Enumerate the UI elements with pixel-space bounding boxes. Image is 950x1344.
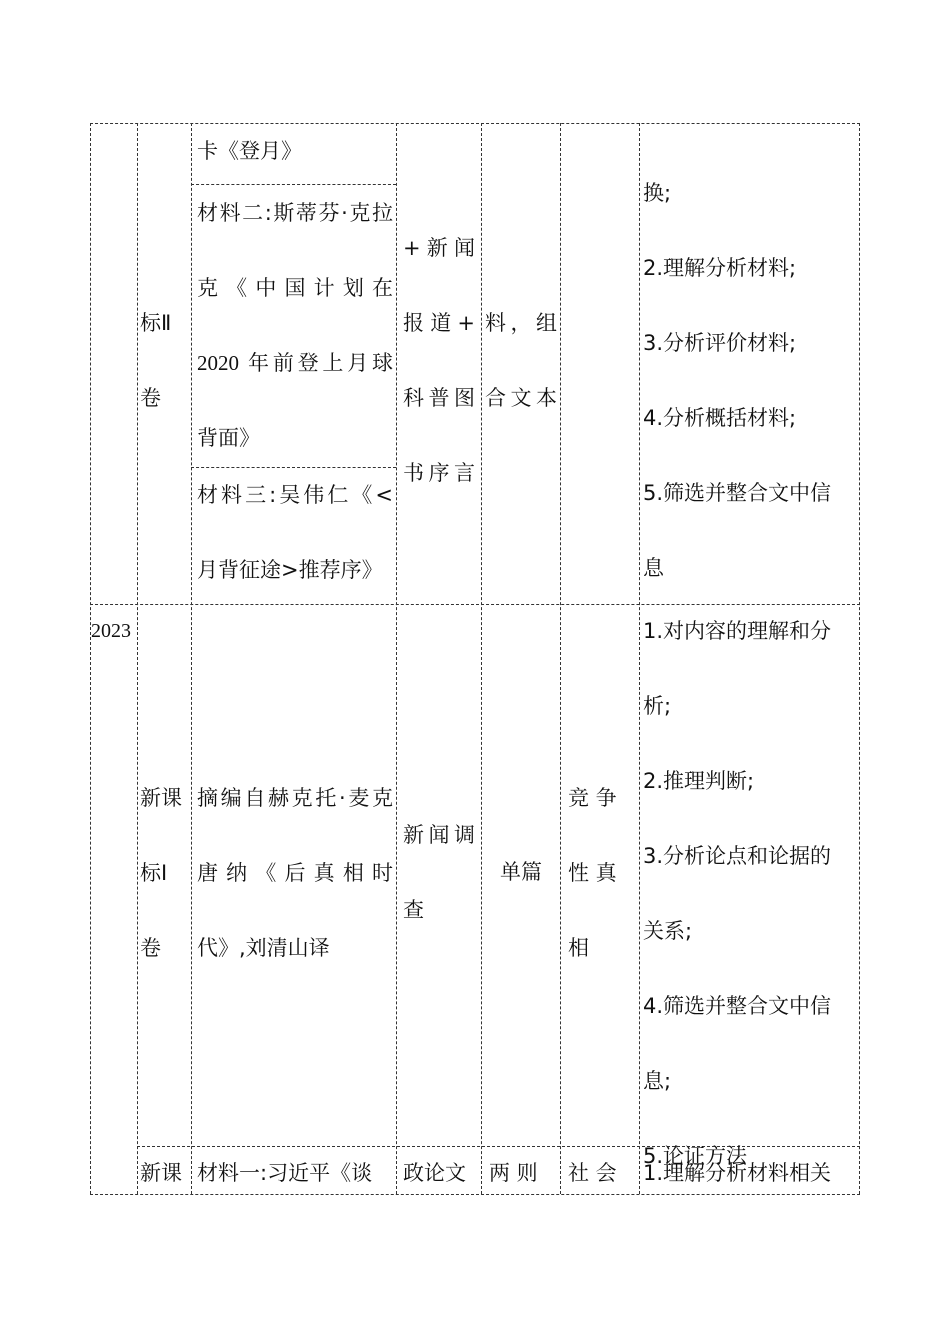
year-text: 2023 <box>91 620 131 642</box>
col-border-2 <box>191 123 192 1194</box>
skill-text: 5.筛选并整合文中信 <box>643 481 832 505</box>
skill-text: 3.分析评价材料; <box>643 331 797 355</box>
material-cell <box>197 780 393 967</box>
genre-cell <box>403 1155 475 1192</box>
skill-text: 2.理解分析材料; <box>643 256 797 280</box>
genre-text: 政论文 <box>403 1161 466 1185</box>
topic-text: 性 真 <box>568 861 617 885</box>
genre-cell <box>403 817 475 929</box>
form-text: 合文本 <box>485 386 557 410</box>
form-text: 料，组 <box>485 311 557 335</box>
col-border-5 <box>560 123 561 1194</box>
col-border-4 <box>481 123 482 1194</box>
skill-text: 1.对内容的理解和分 <box>643 619 832 643</box>
table-bottom-border <box>90 1194 860 1195</box>
col-border-6 <box>639 123 640 1194</box>
row-divider-material-1 <box>191 184 396 185</box>
skills-cell <box>643 613 857 1175</box>
material-text: 材料一:习近平《谈 <box>197 1161 373 1185</box>
genre-text: 查 <box>403 898 424 922</box>
form-text: 两 则 <box>489 1161 538 1185</box>
skill-text: 4.分析概括材料; <box>643 406 797 430</box>
form-cell <box>485 305 557 417</box>
skill-text: 析; <box>643 694 672 718</box>
paper-text: 新课 <box>140 1161 182 1185</box>
genre-text: 报道+ <box>403 311 475 335</box>
paper-text: 卷 <box>140 386 161 410</box>
paper-text: 标Ⅱ <box>140 311 172 335</box>
paper-cell <box>140 1155 190 1192</box>
skill-text: 1.理解分析材料相关 <box>643 1161 832 1185</box>
col-border-3 <box>396 123 397 1194</box>
col-border-0 <box>90 123 91 1194</box>
skill-text: 2.推理判断; <box>643 769 755 793</box>
material-text: 材料三:吴伟仁《< <box>197 483 393 507</box>
material-text: 卡《登月》 <box>197 139 302 163</box>
paper-cell <box>140 780 190 967</box>
material-text: 代》,刘清山译 <box>197 936 330 960</box>
paper-text: 新课 <box>140 786 182 810</box>
paper-text: 标Ⅰ <box>140 861 168 885</box>
form-cell <box>483 854 559 891</box>
col-border-7 <box>859 123 860 1194</box>
skill-text: 关系; <box>643 919 693 943</box>
topic-text: 相 <box>568 936 589 960</box>
material-cell <box>197 477 393 589</box>
year-cell <box>91 613 137 650</box>
skill-text: 息 <box>643 556 664 580</box>
topic-text: 竞 争 <box>568 786 617 810</box>
material-text: 月背征途>推荐序》 <box>197 558 383 582</box>
row-divider-2023 <box>90 604 860 605</box>
form-cell <box>489 1155 555 1192</box>
row-divider-material-2 <box>191 467 396 468</box>
skill-text: 3.分析论点和论据的 <box>643 844 832 868</box>
form-text: 单篇 <box>500 860 542 884</box>
skill-text: 息; <box>643 1069 672 1093</box>
genre-text: 科普图 <box>403 386 475 410</box>
genre-text: 书序言 <box>403 461 475 485</box>
topic-cell <box>568 780 632 967</box>
skill-text: 换; <box>643 181 672 205</box>
skills-cell <box>643 175 857 587</box>
topic-text: 社 会 <box>568 1161 617 1185</box>
genre-text: +新闻 <box>403 236 475 260</box>
material-text: 摘编自赫克托·麦克 <box>197 786 393 810</box>
material-text: 背面》 <box>197 426 260 450</box>
material-text: 材料二:斯蒂芬·克拉 <box>197 201 393 225</box>
topic-cell <box>568 1155 634 1192</box>
skill-text: 5.论证方法 <box>643 1144 748 1168</box>
table-top-border <box>90 123 860 124</box>
material-cell <box>197 133 393 170</box>
material-cell <box>197 195 393 457</box>
genre-cell <box>403 230 475 492</box>
col-border-1 <box>137 123 138 1194</box>
material-text: 2020 年前登上月球 <box>197 351 393 375</box>
skills-cell <box>643 1155 857 1192</box>
genre-text: 新闻调 <box>403 823 475 847</box>
material-cell <box>197 1155 393 1192</box>
paper-cell <box>140 305 190 417</box>
paper-text: 卷 <box>140 936 161 960</box>
material-text: 唐纳《后真相时 <box>197 861 393 885</box>
material-text: 克《中国计划在 <box>197 276 393 300</box>
skill-text: 4.筛选并整合文中信 <box>643 994 832 1018</box>
